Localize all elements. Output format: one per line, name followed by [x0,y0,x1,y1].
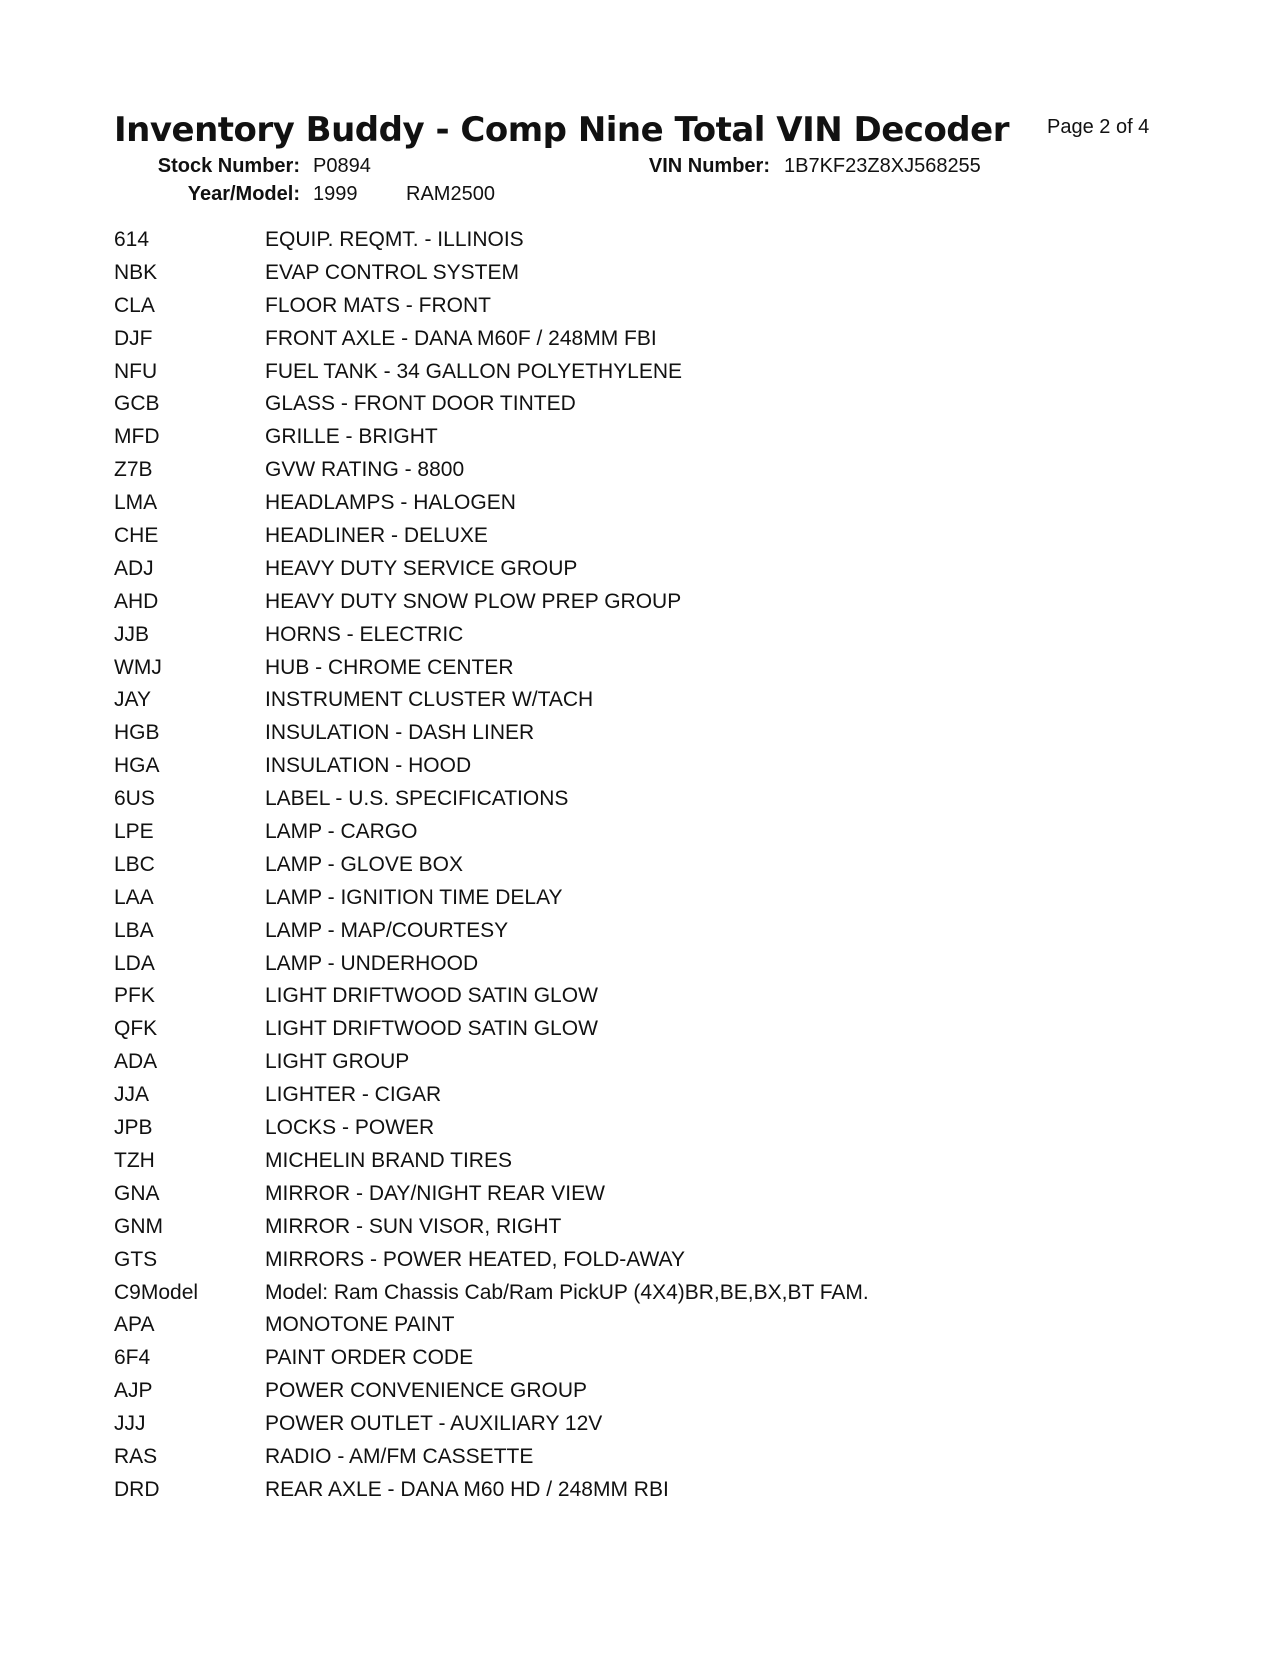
stock-number-value: P0894 [313,155,371,177]
option-description: LAMP - UNDERHOOD [265,951,479,975]
option-code-row [114,392,1174,425]
option-description: HORNS - ELECTRIC [265,622,464,646]
option-code: Z7B [114,458,153,482]
option-description: INSULATION - HOOD [265,754,472,778]
option-description: LIGHT DRIFTWOOD SATIN GLOW [265,1017,598,1041]
option-code: LBA [114,918,154,942]
option-code-row [114,787,1174,820]
option-description: GLASS - FRONT DOOR TINTED [265,392,576,416]
option-description: LAMP - CARGO [265,820,418,844]
option-code-row [114,1215,1174,1248]
option-description: Model: Ram Chassis Cab/Ram PickUP (4X4)BR,BE,BX,BT FAM. [265,1280,869,1304]
option-code-row [114,1116,1174,1149]
option-code-row [114,1050,1174,1083]
option-code: ADJ [114,556,154,580]
option-code: PFK [114,984,155,1008]
year-value: 1999 [313,183,358,205]
option-code: ADA [114,1050,158,1074]
option-description: INSULATION - DASH LINER [265,721,535,745]
option-code: DJF [114,326,153,350]
option-code: LMA [114,491,158,515]
option-description: HEADLAMPS - HALOGEN [265,491,516,515]
option-code: LBC [114,852,155,876]
vin-number-value: 1B7KF23Z8XJ568255 [784,155,981,177]
option-code-row [114,524,1174,557]
option-code: 614 [114,228,150,251]
option-description: RADIO - AM/FM CASSETTE [265,1444,534,1468]
option-description: MONOTONE PAINT [265,1313,455,1337]
option-description: EQUIP. REQMT. - ILLINOIS [265,228,524,251]
option-code-row [114,919,1174,952]
option-description: HEAVY DUTY SERVICE GROUP [265,556,578,580]
option-code: JPB [114,1116,153,1140]
option-code: GNA [114,1181,160,1205]
option-code: TZH [114,1148,155,1172]
option-code-row [114,853,1174,886]
option-code: CLA [114,293,155,317]
option-description: LAMP - GLOVE BOX [265,852,464,876]
option-description: PAINT ORDER CODE [265,1346,474,1370]
option-code-row [114,1248,1174,1281]
option-description: INSTRUMENT CLUSTER W/TACH [265,688,594,712]
option-code: LAA [114,885,154,909]
option-code-row [114,1412,1174,1445]
option-code: WMJ [114,655,162,679]
option-description: LIGHTER - CIGAR [265,1083,442,1107]
page-title: Inventory Buddy - Comp Nine Total VIN Decoder [114,110,1009,150]
option-code-row [114,228,1174,261]
option-description: EVAP CONTROL SYSTEM [265,260,519,284]
option-code: JAY [114,688,151,712]
option-code: CHE [114,524,159,548]
option-code-row [114,1281,1174,1314]
option-description: POWER CONVENIENCE GROUP [265,1379,588,1403]
option-code-row [114,754,1174,787]
option-code-row [114,491,1174,524]
option-code: GTS [114,1247,158,1271]
option-code-row [114,820,1174,853]
option-description: FUEL TANK - 34 GALLON POLYETHYLENE [265,359,683,383]
option-code: GCB [114,392,160,416]
option-description: REAR AXLE - DANA M60 HD / 248MM RBI [265,1477,669,1501]
option-description: POWER OUTLET - AUXILIARY 12V [265,1412,603,1436]
option-code-row [114,886,1174,919]
option-code-row [114,1017,1174,1050]
option-code: NBK [114,260,158,284]
option-code-row [114,425,1174,458]
option-code-row [114,261,1174,294]
option-code-row [114,458,1174,491]
option-code-list [114,228,1174,1511]
option-code-row [114,1379,1174,1412]
option-code-row [114,656,1174,689]
option-code-row [114,557,1174,590]
option-code-row [114,952,1174,985]
option-code: RAS [114,1444,158,1468]
option-code-row [114,294,1174,327]
option-code: 6F4 [114,1346,151,1370]
option-code: LPE [114,820,154,844]
option-description: MIRROR - SUN VISOR, RIGHT [265,1214,562,1238]
option-code-row [114,1182,1174,1215]
option-code-row [114,1346,1174,1379]
option-code: JJA [114,1083,150,1107]
option-description: GRILLE - BRIGHT [265,425,438,449]
option-description: MIRRORS - POWER HEATED, FOLD-AWAY [265,1247,686,1271]
option-code-row [114,1149,1174,1182]
option-code: NFU [114,359,158,383]
option-description: LAMP - MAP/COURTESY [265,918,509,942]
option-code: LDA [114,951,155,975]
option-code: APA [114,1313,155,1337]
option-code-row [114,1083,1174,1116]
option-code: C9Model [114,1280,199,1304]
option-code-row [114,984,1174,1017]
page-number: Page 2 of 4 [1047,116,1150,138]
option-description: LIGHT DRIFTWOOD SATIN GLOW [265,984,598,1008]
option-code-row [114,721,1174,754]
option-code: JJJ [114,1412,146,1436]
option-description: FRONT AXLE - DANA M60F / 248MM FBI [265,326,657,350]
option-description: FLOOR MATS - FRONT [265,293,491,317]
option-code: AJP [114,1379,153,1403]
option-description: LOCKS - POWER [265,1116,435,1140]
option-description: HEADLINER - DELUXE [265,524,488,548]
option-code: JJB [114,622,150,646]
option-description: HEAVY DUTY SNOW PLOW PREP GROUP [265,589,682,613]
option-code: HGB [114,721,160,745]
model-value: RAM2500 [406,183,495,205]
option-code: 6US [114,787,155,811]
option-code-row [114,623,1174,656]
option-code: QFK [114,1017,158,1041]
option-code-row [114,590,1174,623]
option-code-row [114,1445,1174,1478]
vin-number-label: VIN Number: [648,155,770,177]
option-code: HGA [114,754,160,778]
option-code: MFD [114,425,160,449]
option-code-row [114,360,1174,393]
option-description: GVW RATING - 8800 [265,458,465,482]
option-description: LABEL - U.S. SPECIFICATIONS [265,787,569,811]
option-code-row [114,688,1174,721]
option-description: MIRROR - DAY/NIGHT REAR VIEW [265,1181,605,1205]
option-code: GNM [114,1214,163,1238]
option-code-row [114,327,1174,360]
option-description: LIGHT GROUP [265,1050,410,1074]
year-model-label: Year/Model: [187,183,300,205]
option-code: DRD [114,1477,160,1501]
option-code-row [114,1313,1174,1346]
option-code: AHD [114,589,159,613]
option-code-row [114,1478,1174,1511]
option-description: HUB - CHROME CENTER [265,655,514,679]
option-description: LAMP - IGNITION TIME DELAY [265,885,563,909]
option-description: MICHELIN BRAND TIRES [265,1148,512,1172]
stock-number-label: Stock Number: [157,155,300,177]
